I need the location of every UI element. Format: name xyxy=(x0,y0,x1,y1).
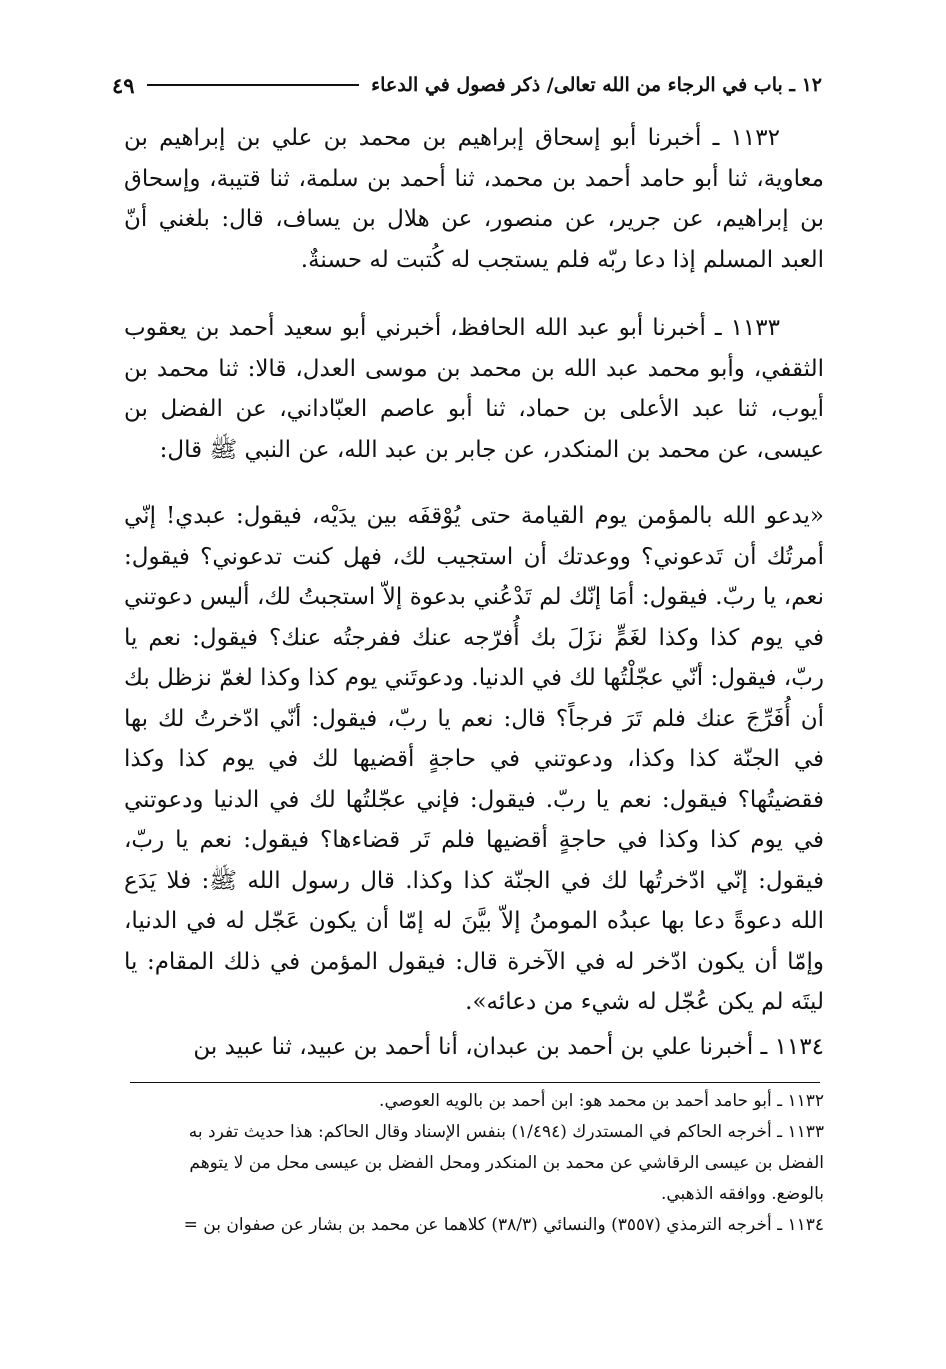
hadith-1133: ١١٣٣ ـ أخبرنا أبو عبد الله الحافظ، أخبرني أبو سعيد أحمد بن يعقوب الثقفي، وأبو محمد عبد الله بن محمد بن موسى العدل، قالا: ثنا محمد بن أيوب، ثنا عبد الأعلى بن حماد، ثنا أبو عاصم العبّاداني، عن الفضل بن عيسى، عن محمد بن المنكدر، عن جابر بن عبد الله، عن النبي ﷺ قال: xyxy=(124,315,824,463)
hadith-1134: ١١٣٤ ـ أخبرنا علي بن أحمد بن عبدان، أنا أحمد بن عبيد، ثنا عبيد بن xyxy=(193,1033,824,1060)
footnotes xyxy=(124,1086,824,1241)
page-number: ٤٩ xyxy=(112,72,135,98)
footnote-1133: ١١٣٣ ـ أخرجه الحاكم في المستدرك (١/٤٩٤) بنفس الإسناد وقال الحاكم: هذا حديث تفرد به xyxy=(188,1122,824,1142)
main-text xyxy=(124,118,824,1067)
footnote-1133-line-2: الفضل بن عيسى الرقاشي عن محمد بن المنكدر ومحل الفضل بن عيسى محل من لا يتوهم xyxy=(189,1153,824,1173)
footnote-1134: ١١٣٤ ـ أخرجه الترمذي (٣٥٥٧) والنسائي (٣٨/٣) كلاهما عن محمد بن بشار عن صفوان بن = xyxy=(183,1215,824,1235)
footnote-1132: ١١٣٢ ـ أبو حامد أحمد بن محمد هو: ابن أحمد بن بالويه العوصي. xyxy=(379,1091,824,1111)
header-rule xyxy=(147,84,360,86)
running-header xyxy=(112,68,822,102)
footnote-1133-line-3: بالوضع. ووافقه الذهبي. xyxy=(660,1184,824,1204)
hadith-1133-quote: «يدعو الله بالمؤمن يوم القيامة حتى يُوْقفَه بين يدَيْه، فيقول: عبدي! إنّي أمرتُك أن تَدعوني؟ ووعدتك أن استجيب لك، فهل كنت تدعوني؟ فيقول: نعم، يا ربّ. فيقول: أمَا إنّك لم تَدْعُني بدعوة إلاّ استجبتُ لك، أليس دعوتني في يوم كذا وكذا لغَمٍّ نزَلَ بك أُفرّجه عنك ففرجتُه عنك؟ فيقول: نعم يا ربّ، فيقول: أنّي عجّلْتُها لك في الدنيا. ودعوتَني يوم كذا وكذا لغمّ نزظل بك أن أُفَرِّجَ عنك فلم تَرَ فرجاً؟ قال: نعم يا ربّ، فيقول: أنّي ادّخرتُ لك بها في الجنّة كذا وكذا، ودعوتني في حاجةٍ أقضيها لك في يوم كذا وكذا فقضيتُها؟ فيقول: نعم يا ربّ. فيقول: فإني عجّلتُها لك في الدنيا ودعوتني في يوم كذا وكذا في حاجةٍ أقضيها فلم تَر قضاءها؟ فيقول: نعم يا ربّ، فيقول: إنّي ادّخرتُها لك في الجنّة كذا وكذا. قال رسول الله ﷺ: فلا يَدَع الله دعوةً دعا بها عبدُه المومنُ إلاّ بيَّنَ له إمّا أن يكون عَجّل له في الدنيا، وإمّا أن يكون ادّخر له في الآخرة قال: فيقول المؤمن في ذلك المقام: يا ليتَه لم يكن عُجّل له شيء من دعائه». xyxy=(124,503,824,1015)
footnote-separator xyxy=(130,1082,820,1083)
chapter-title: ١٢ ـ باب في الرجاء من الله تعالى/ ذكر فصول في الدعاء xyxy=(371,74,822,96)
hadith-1132: ١١٣٢ ـ أخبرنا أبو إسحاق إبراهيم بن محمد بن علي بن إبراهيم بن معاوية، ثنا أبو حامد أحمد بن محمد، ثنا أحمد بن سلمة، ثنا قتيبة، وإسحاق بن إبراهيم، عن جرير، عن منصور، عن هلال بن يساف، قال: بلغني أنّ العبد المسلم إذا دعا ربّه فلم يستجب له كُتبت له حسنةٌ. xyxy=(124,125,824,273)
